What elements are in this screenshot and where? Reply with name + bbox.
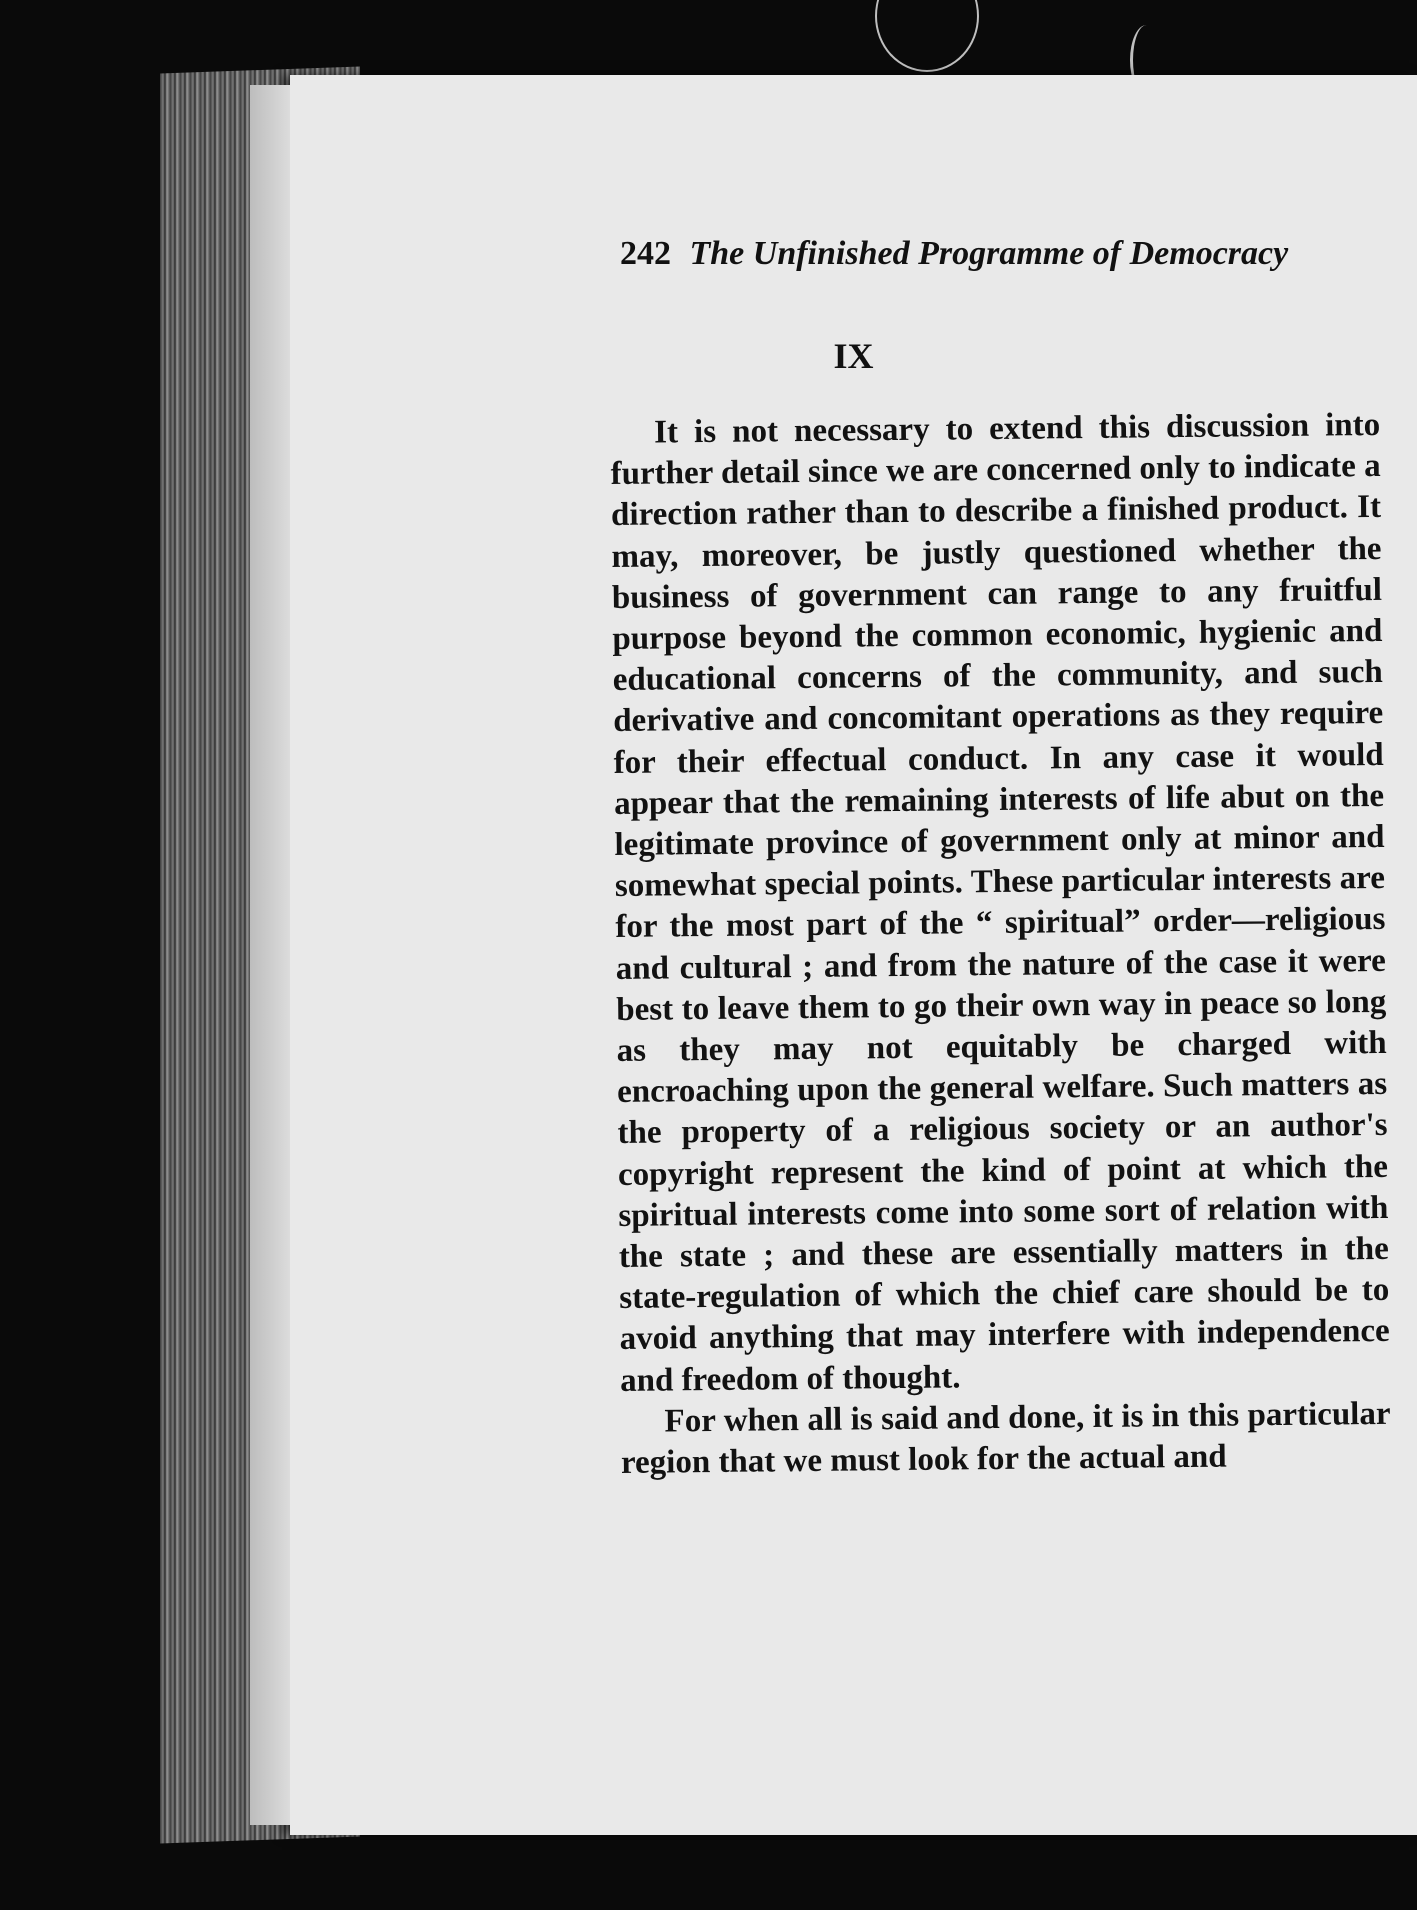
ink-loop-mark xyxy=(875,0,979,72)
page-number: 242 xyxy=(620,235,671,272)
running-title: The Unfinished Programme of Democracy xyxy=(689,235,1289,272)
running-head xyxy=(620,235,1380,273)
section-number: IX xyxy=(833,336,874,376)
book-page xyxy=(290,75,1417,1835)
body-text xyxy=(610,405,1391,1484)
paragraph-2: For when all is said and done, it is in this particular region that we must look for the actual and xyxy=(620,1395,1391,1482)
paragraph-1: It is not necessary to extend this discussion into further detail since we are concerned only to indicate a direction rather than to describe a finished product. It may, moreover, be justly questioned whether the business of government can range to any fruitful purpose beyond the common economic, hygienic and educational concerns of the community, and such derivative and concomitant operations as they require for their effectual conduct. In any case it would appear that the remaining interests of life abut on the legitimate province of government only at minor and somewhat special points. These particular interests are for the most part of the “ spiritual” order—religious and cultural ; and from the nature of the case it were best to leave them to go their own way in peace so long as they may not equitably be charged with encroaching upon the general welfare. Such matters as the property of a religious society or an author's copyright represent the kind of point at which the spiritual interests come into some sort of relation with the state ; and these are essentially matters in the state-regulation of which the chief care should be to avoid anything that may interfere with independence and freedom of thought. xyxy=(610,406,1390,1399)
